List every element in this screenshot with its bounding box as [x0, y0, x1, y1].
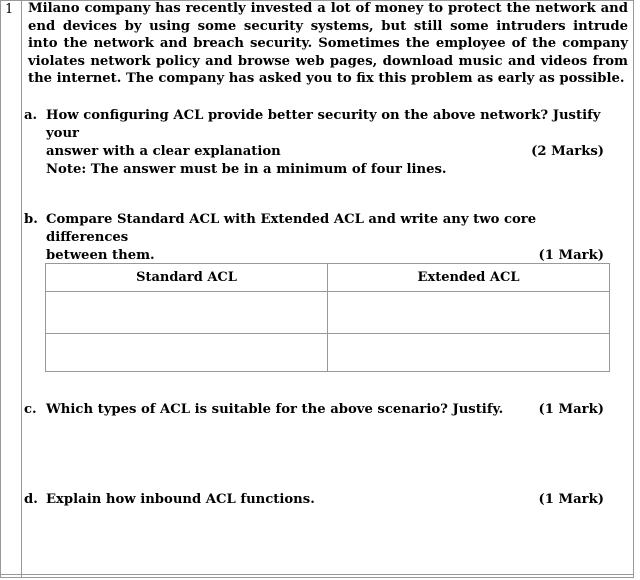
part-d: [24, 491, 604, 509]
question-content: [28, 0, 628, 88]
part-b-marks: (1 Mark): [538, 248, 604, 263]
part-b: [24, 211, 604, 265]
part-d-letter: d.: [24, 492, 38, 507]
header-standard-acl: Standard ACL: [46, 264, 328, 292]
part-b-line1: Compare Standard ACL with Extended ACL and write any two core differences: [46, 212, 537, 245]
table-cell[interactable]: [46, 334, 328, 372]
question-number-column: [0, 0, 22, 578]
table-row: [46, 292, 610, 334]
table-cell[interactable]: [328, 292, 610, 334]
part-a-letter: a.: [24, 108, 38, 123]
table-cell[interactable]: [46, 292, 328, 334]
acl-comparison-table: [45, 263, 610, 372]
part-c-marks: (1 Mark): [538, 402, 604, 417]
bottom-divider: [0, 574, 634, 575]
part-a-marks: (2 Marks): [531, 144, 604, 159]
part-a-line1: How configuring ACL provide better security on the above network? Justify your: [46, 108, 601, 141]
part-a-line2: answer with a clear explanation: [46, 144, 281, 159]
table-header-row: [46, 264, 610, 292]
question-intro: Milano company has recently invested a lot of money to protect the network and end devices by using some security systems, but still some intruders intrude into the network and breach security. Sometimes the employee of the company violates network policy and browse web pages, download music and videos from the internet. The company has asked you to fix this problem as early as possible.: [28, 1, 628, 86]
part-c-text: Which types of ACL is suitable for the above scenario? Justify.: [46, 402, 504, 417]
part-c-letter: c.: [24, 402, 37, 417]
table-cell[interactable]: [328, 334, 610, 372]
table-row: [46, 334, 610, 372]
part-a-note: Note: The answer must be in a minimum of four lines.: [46, 162, 447, 177]
question-number: 1: [5, 2, 14, 17]
part-b-line2: between them.: [46, 248, 155, 263]
part-b-letter: b.: [24, 212, 38, 227]
part-c: [24, 401, 604, 419]
part-a: [24, 107, 604, 179]
header-extended-acl: Extended ACL: [328, 264, 610, 292]
part-d-text: Explain how inbound ACL functions.: [46, 492, 315, 507]
part-d-marks: (1 Mark): [538, 492, 604, 507]
